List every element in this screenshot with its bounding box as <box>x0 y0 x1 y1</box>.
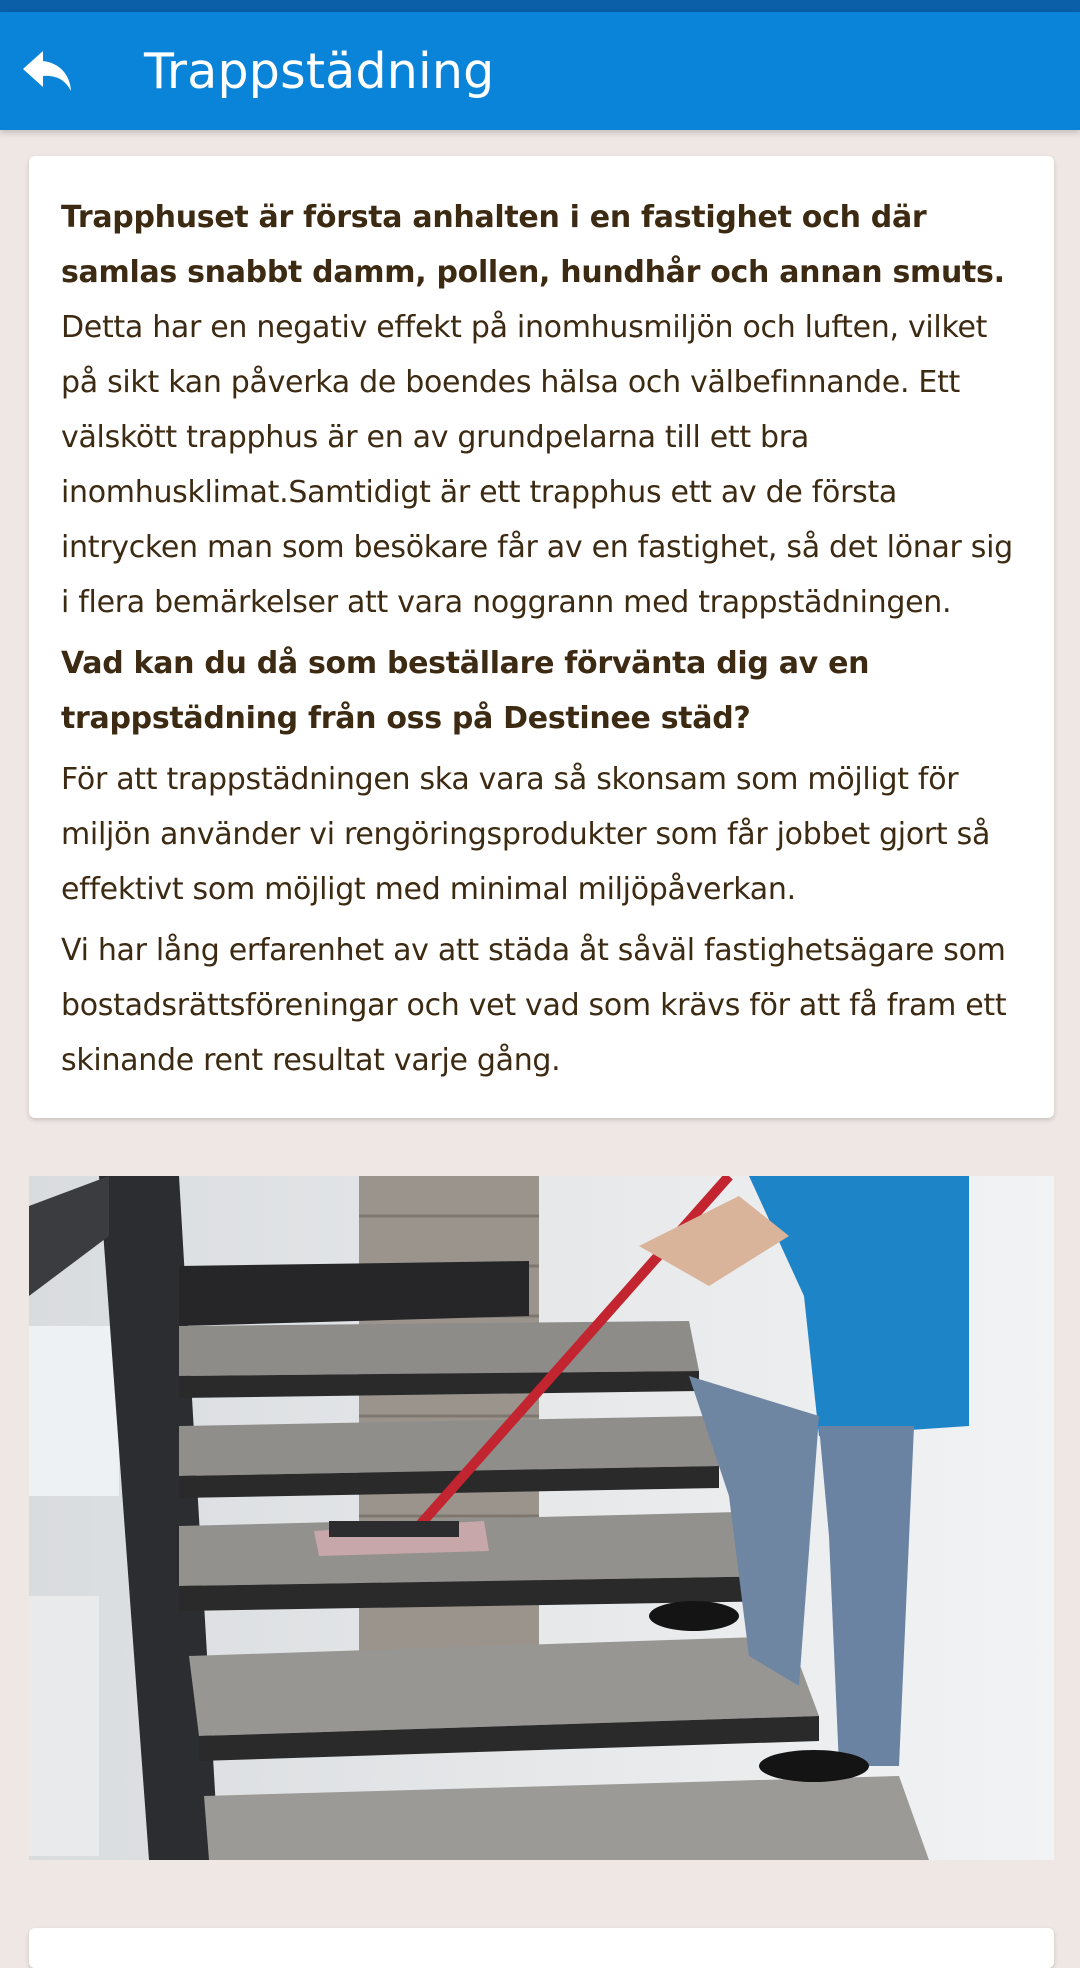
intro-rest: Detta har en negativ effekt på inomhusmiljön och luften, vilket på sikt kan påverka de boendes hälsa och välbefinnande. Ett välskött trapphus är en av grundpelarna till ett bra inomhusklimat.Samtidigt är ett trapphus ett av de första intrycken man som besökare får av en fastighet, så det lönar sig i flera bemärkelser att vara noggrann med trappstädningen. <box>61 310 1013 620</box>
question-heading: Vad kan du då som beställare förvänta dig av en trappstädning från oss på Destinee städ? <box>61 646 870 736</box>
intro-bold: Trapphuset är första anhalten i en fastighet och där samlas snabbt damm, pollen, hundhår och annan smuts. <box>61 200 1005 290</box>
paragraph-experience: Vi har lång erfarenhet av att städa åt såväl fastighetsägare som bostadsrättsföreningar och vet vad som krävs för att få fram ett skinande rent resultat varje gång. <box>61 933 1007 1078</box>
app-bar <box>0 12 1080 130</box>
next-card <box>29 1928 1054 1968</box>
status-strip <box>0 0 1080 12</box>
back-button[interactable] <box>0 12 94 130</box>
reply-arrow-icon <box>21 49 73 93</box>
intro-paragraph <box>61 190 1022 630</box>
article-card <box>29 156 1054 1118</box>
paragraph-environment: För att trappstädningen ska vara så skonsam som möjligt för miljön använder vi rengöringsprodukter som får jobbet gjort så effektivt som möjligt med minimal miljöpåverkan. <box>61 762 991 907</box>
page-title: Trappstädning <box>144 42 495 100</box>
stair-cleaning-photo <box>29 1176 1054 1860</box>
